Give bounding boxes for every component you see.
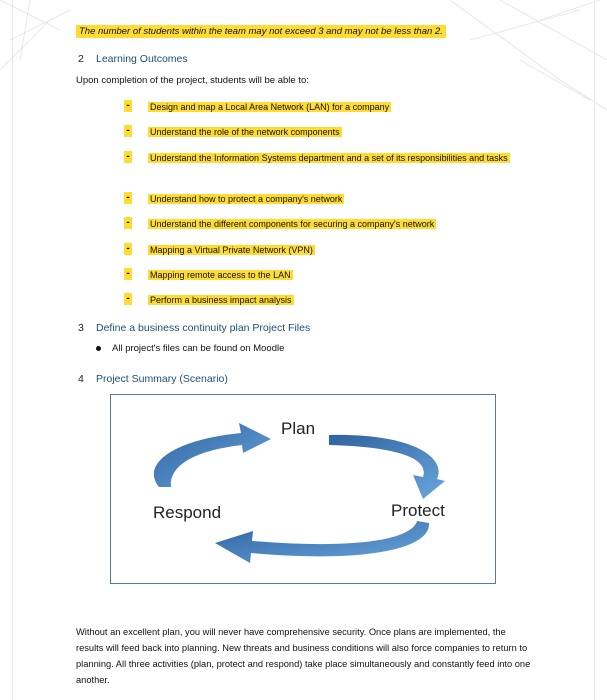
protect-label: Protect (391, 501, 445, 520)
dash-bullet: - (124, 293, 132, 305)
dash-bullet: - (124, 151, 132, 163)
arrow-protect-to-respond (215, 521, 429, 563)
outcome-text: Understand the Information Systems department and a set of its responsibilities and tasks (150, 153, 508, 163)
section-heading-continuity-plan (78, 322, 310, 334)
arrow-respond-to-plan (154, 423, 271, 487)
outcome-text: Understand the different components for securing a company's network (150, 219, 435, 229)
team-size-notice-text: The number of students within the team may not exceed 3 and may not be less than 2. (76, 25, 446, 38)
dash-bullet: - (124, 217, 132, 229)
respond-label: Respond (153, 503, 222, 522)
section-title: Define a business continuity plan Project Files (96, 322, 311, 334)
section-number: 2 (78, 53, 84, 65)
outcome-text: Perform a business impact analysis (150, 295, 292, 305)
dash-bullet: - (124, 268, 132, 280)
dash-bullet: - (124, 100, 132, 112)
outcome-text: Understand how to protect a company's network (150, 194, 343, 204)
dash-bullet: - (124, 192, 132, 204)
section-number: 4 (78, 373, 84, 385)
dash-bullet: - (124, 125, 132, 137)
section-heading-learning-outcomes (78, 53, 188, 65)
outcome-text: Mapping a Virtual Private Network (VPN) (150, 245, 313, 255)
summary-paragraph: Without an excellent plan, you will never have comprehensive security. Once plans are implemented, the results will feed back into planning. New threats and business conditions will also force companies to return to planning. All three activities (plan, protect and respond) take place simultaneously and constantly feed into one another. (76, 627, 531, 685)
arrow-plan-to-protect (329, 435, 445, 499)
outcome-text: Understand the role of the network components (150, 127, 340, 137)
team-size-notice (76, 26, 446, 37)
plan-label: Plan (281, 419, 316, 438)
section-number: 3 (78, 322, 84, 334)
section-title: Project Summary (Scenario) (96, 373, 228, 385)
section-title: Learning Outcomes (96, 53, 188, 65)
intro-paragraph: Upon completion of the project, students will be able to: (76, 75, 309, 86)
section-heading-project-summary (78, 373, 228, 385)
files-note: All project's files can be found on Moodle (112, 343, 285, 354)
outcome-text: Mapping remote access to the LAN (150, 270, 291, 280)
dash-bullet: - (124, 243, 132, 255)
plan-protect-respond-diagram (110, 394, 496, 584)
outcome-text: Design and map a Local Area Network (LAN) for a company (150, 102, 390, 112)
round-bullet (96, 346, 101, 351)
